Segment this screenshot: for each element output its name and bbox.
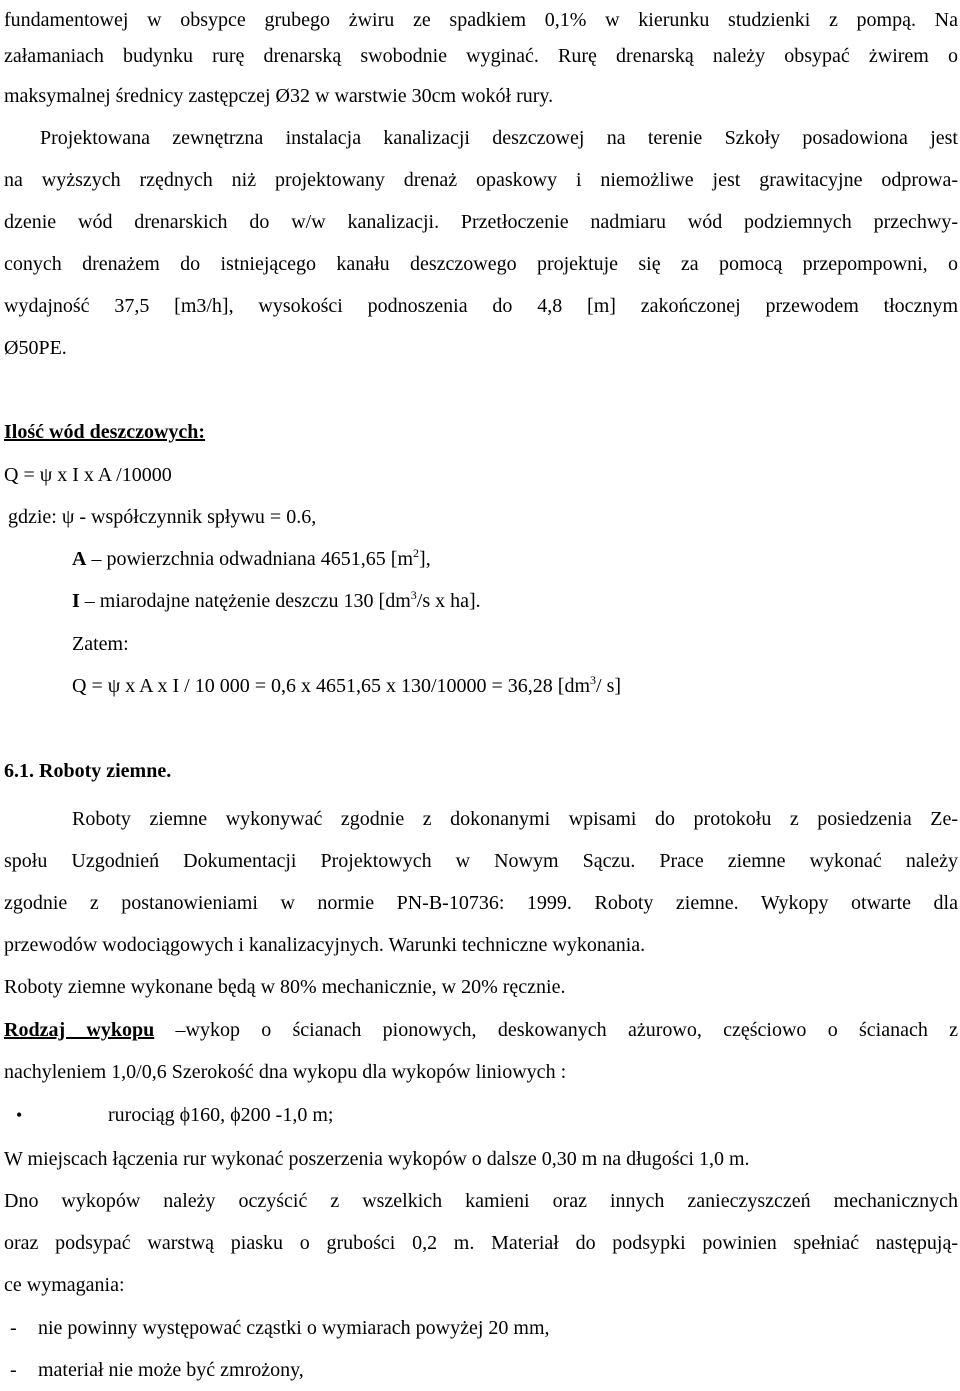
dash-text: materiał nie może być zmrożony, <box>38 1359 304 1381</box>
calc-a-sup: 2 <box>413 546 420 560</box>
paragraph-line: ce wymagania: <box>4 1274 125 1296</box>
calc-result-sup: 3 <box>590 673 597 687</box>
calc-where: gdzie: ψ - współczynnik spływu = 0.6, <box>8 506 317 528</box>
paragraph-line: wydajność 37,5 [m3/h], wysokości podnoszenia do 4,8 [m] zakończonej przewodem tłocznym <box>4 295 958 317</box>
calc-i-label: I <box>72 590 80 612</box>
bullet-text: rurociąg ϕ160, ϕ200 -1,0 m; <box>108 1104 334 1126</box>
paragraph-line: oraz podsypać warstwą piasku o grubości 0,2 m. Materiał do podsypki powinien spełniać następują- <box>4 1232 958 1254</box>
paragraph-line: nachyleniem 1,0/0,6 Szerokość dna wykopu dla wykopów liniowych : <box>4 1061 567 1083</box>
calc-formula: Q = ψ x I x A /10000 <box>4 464 172 486</box>
calc-heading: Ilość wód deszczowych: <box>4 421 206 443</box>
calc-i-end: /s x ha]. <box>416 590 481 612</box>
paragraph-line: na wyższych rzędnych niż projektowany drenaż opaskowy i niemożliwe jest grawitacyjne odprowa- <box>4 169 958 191</box>
paragraph-line: Roboty ziemne wykonywać zgodnie z dokonanymi wpisami do protokołu z posiedzenia Ze- <box>72 808 958 830</box>
section-heading: 6.1. Roboty ziemne. <box>4 760 172 782</box>
paragraph-line: zgodnie z postanowieniami w normie PN-B-10736: 1999. Roboty ziemne. Wykopy otwarte dla <box>4 892 958 914</box>
paragraph-line: Dno wykopów należy oczyścić z wszelkich kamieni oraz innych zanieczyszczeń mechanicznych <box>4 1190 958 1212</box>
paragraph-line: załamaniach budynku rurę drenarską swobodnie wyginać. Rurę drenarską należy obsypać żwirem o <box>4 45 958 67</box>
paragraph-line: Roboty ziemne wykonane będą w 80% mechanicznie, w 20% ręcznie. <box>4 976 566 998</box>
calc-a-line <box>72 539 960 580</box>
calc-result-end: / s] <box>596 675 622 697</box>
calc-i-sup: 3 <box>410 588 417 602</box>
paragraph-line: społu Uzgodnień Dokumentacji Projektowych w Nowym Sączu. Prace ziemne wykonać należy <box>4 850 958 872</box>
dash-text: nie powinny występować cząstki o wymiarach powyżej 20 mm, <box>38 1317 550 1339</box>
calc-a-end: ], <box>419 548 431 570</box>
calc-i-text: – miarodajne natężenie deszczu 130 [dm <box>79 590 411 612</box>
bullet-icon: • <box>16 1105 23 1125</box>
dash-icon: - <box>10 1317 17 1339</box>
calc-result <box>72 666 960 707</box>
calc-then: Zatem: <box>72 633 129 655</box>
rodzaj-label: Rodzaj wykopu <box>4 1019 155 1041</box>
paragraph-line: fundamentowej w obsypce grubego żwiru ze spadkiem 0,1% w kierunku studzienki z pompą. Na <box>4 9 958 31</box>
calc-i-line <box>72 581 960 622</box>
paragraph-line: przewodów wodociągowych i kanalizacyjnych. Warunki techniczne wykonania. <box>4 934 646 956</box>
calc-result-text: Q = ψ x A x I / 10 000 = 0,6 x 4651,65 x 130/10000 = 36,28 [dm <box>72 675 591 697</box>
paragraph-line: maksymalnej średnicy zastępczej Ø32 w warstwie 30cm wokół rury. <box>4 85 554 107</box>
paragraph-line: W miejscach łączenia rur wykonać poszerzenia wykopów o dalsze 0,30 m na długości 1,0 m. <box>4 1148 750 1170</box>
paragraph-line: Ø50PE. <box>4 337 67 359</box>
paragraph-line: Projektowana zewnętrzna instalacja kanalizacji deszczowej na terenie Szkoły posadowiona jest <box>40 127 958 149</box>
paragraph-line: dzenie wód drenarskich do w/w kanalizacji. Przetłoczenie nadmiaru wód podziemnych przechwy- <box>4 211 958 233</box>
rodzaj-line <box>4 1010 958 1051</box>
rodzaj-text: –wykop o ścianach pionowych, deskowanych ażurowo, częściowo o ścianach z <box>154 1019 959 1041</box>
calc-a-label: A <box>72 548 87 570</box>
paragraph-line: conych drenażem do istniejącego kanału deszczowego projektuje się za pomocą przepompowni, o <box>4 253 958 275</box>
dash-icon: - <box>10 1359 17 1381</box>
calc-a-text: – powierzchnia odwadniana 4651,65 [m <box>86 548 414 570</box>
